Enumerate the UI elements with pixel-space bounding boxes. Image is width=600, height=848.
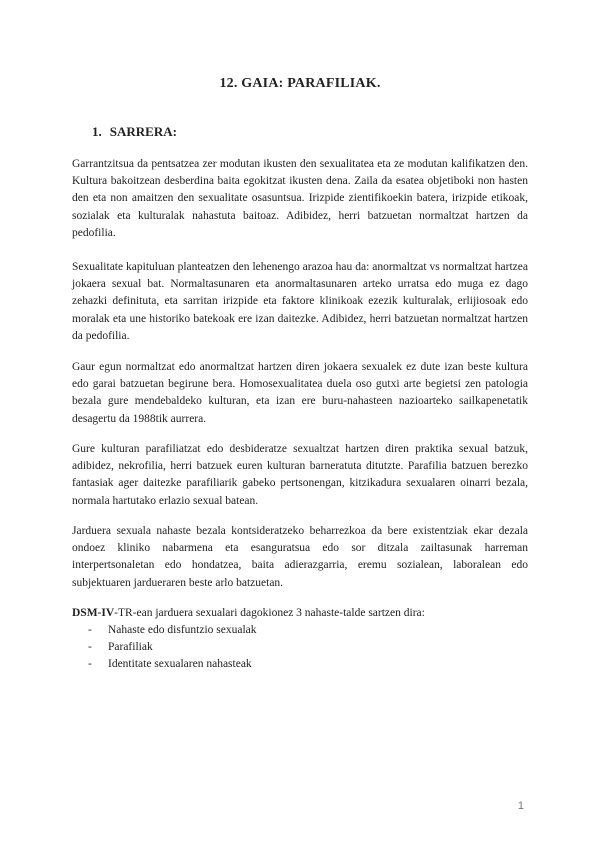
dsm-text: -TR-ean jarduera sexualari dagokionez 3 nahaste-talde sartzen dira: <box>114 607 425 619</box>
section-number: 1. <box>92 124 102 139</box>
paragraph-1: Garrantzitsua da pentsatzea zer modutan ikusten den sexualitatea eta ze modutan kalifikatzen den. Kultura bakoitzean desberdina baita egokitzat ikusten dena. Zaila da esatea objetiboki non hasten den eta non amaitzen den sexualitate osasuntsua. Irizpide zientifikoekin batera, irizpide etikoak, sozialak eta kulturalak nahastuta baitoaz. Adibidez, herri batzuetan normaltzat hartzen da pedofilia. <box>72 158 528 239</box>
paragraph-5: Jarduera sexuala nahaste bezala kontsideratzeko beharrezkoa da bere existentziak ekar dezala ondoez kliniko nabarmena eta esanguratsua edo sor ditzala zailtasunak harreman interpertsonaletan edo hondatzea, baita adierazgarria, eremu sozialean, laboralean edo subjektuaren jardueraren beste arlo batzuetan. <box>72 525 528 589</box>
list-item <box>88 656 257 673</box>
list-item-text: Parafiliak <box>108 641 153 654</box>
section-heading <box>92 124 177 140</box>
dsm-paragraph <box>72 605 528 622</box>
dash-bullet: - <box>88 658 92 671</box>
list-item <box>88 622 257 639</box>
page-number: 1 <box>517 800 524 812</box>
paragraph-2: Sexualitate kapituluan planteatzen den lehenengo arazoa hau da: anormaltzat vs normaltzat hartzea jokaera sexual bat. Normaltasunaren eta anormaltasunaren arteko urratsa edo muga ez dago zehazki definituta, eta sarritan irizpide eta faktore klinikoak ezezik kulturalak, erlijiosoak edo moralak eta une historiko batekoak ere izan daitezke. Adibidez, herri batzuetan normaltzat hartzen da pedofilia. <box>72 261 528 342</box>
list-item-text: Identitate sexualaren nahasteak <box>108 658 252 671</box>
disorder-group-list <box>88 622 257 674</box>
list-item-text: Nahaste edo disfuntzio sexualak <box>108 624 257 636</box>
paragraph-4: Gure kulturan parafiliatzat edo desbideratze sexualtzat hartzen diren praktika sexual batzuk, adibidez, nekrofilia, herri batzuek euren kulturan barneratuta ditutzte. Parafilia batzuen berezko fantasiak ager daitezke parafiliarik gabeko pertsonengan, kitzikadura sexualaren oinarri bezala, normala hartutako erlazio sexual batean. <box>72 443 528 507</box>
dash-bullet: - <box>88 641 92 654</box>
paragraph-3: Gaur egun normaltzat edo anormaltzat hartzen diren jokaera sexualek ez dute izan beste kultura edo garai batzuetan begirune bera. Homosexualitatea duela oso gutxi arte begietsi zen patologia bezala gure mendebaldeko kulturan, eta izan ere buru-nahasteen nazioarteko sailkapenetatik desagertu da 1988tik aurrera. <box>72 361 528 425</box>
section-title: SARRERA: <box>109 124 177 139</box>
page-title: 12. GAIA: PARAFILIAK. <box>219 76 381 91</box>
dash-bullet: - <box>88 624 92 636</box>
dsm-label: DSM-IV <box>72 607 115 619</box>
list-item <box>88 639 257 656</box>
